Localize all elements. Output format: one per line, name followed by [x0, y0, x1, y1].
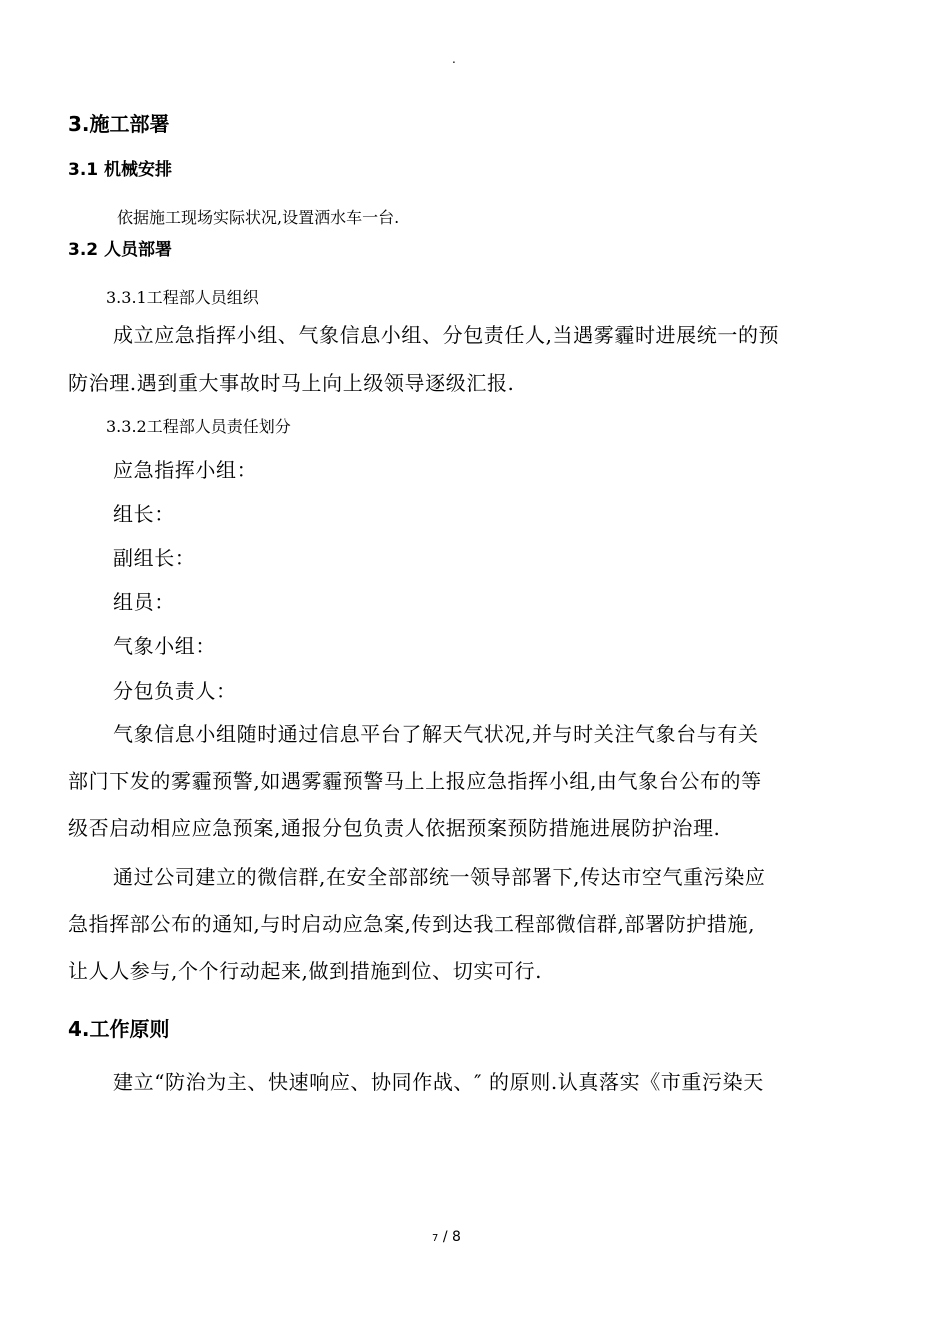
paragraph-1-line-1: 气象信息小组随时通过信息平台了解天气状况,并与时关注气象台与有关 [113, 722, 759, 746]
header-mark: . [452, 52, 456, 66]
paragraph-1-line-3: 级否启动相应应急预案,通报分包负责人依据预案预防措施进展防护治理. [68, 816, 721, 840]
role-deputy: 副组长： [113, 546, 196, 570]
section-3-2-heading: 3.2 人员部署 [68, 240, 173, 260]
role-leader: 组长： [113, 502, 175, 526]
paragraph-1-line-2: 部门下发的雾霾预警,如遇雾霾预警马上上报应急指挥小组,由气象台公布的等 [68, 769, 762, 793]
section-3-3-1-line-2: 防治理.遇到重大事故时马上向上级领导逐级汇报. [68, 371, 515, 395]
page-separator: / [438, 1229, 452, 1245]
page-footer [432, 1229, 461, 1245]
section-3-3-1-heading: 3.3.1工程部人员组织 [106, 288, 259, 307]
section-3-heading: 3.施工部署 [68, 112, 170, 136]
role-weather-group: 气象小组： [113, 634, 216, 658]
page-number: 7 [432, 1233, 439, 1244]
section-3-3-1-line-1: 成立应急指挥小组、气象信息小组、分包责任人,当遇雾霾时进展统一的预 [113, 323, 780, 347]
page-total: 8 [452, 1229, 461, 1245]
role-sub-lead: 分包负责人： [113, 679, 237, 703]
role-emergency-group: 应急指挥小组： [113, 458, 258, 482]
section-3-1-heading: 3.1 机械安排 [68, 160, 173, 180]
paragraph-2-line-2: 急指挥部公布的通知,与时启动应急案,传到达我工程部微信群,部署防护措施, [68, 912, 756, 936]
paragraph-2-line-1: 通过公司建立的微信群,在安全部部统一领导部署下,传达市空气重污染应 [113, 865, 766, 889]
section-3-3-2-heading: 3.3.2工程部人员责任划分 [106, 417, 291, 436]
section-3-1-text: 依据施工现场实际状况,设置洒水车一台. [117, 208, 400, 227]
section-4-line-1: 建立“防治为主、快速响应、协同作战、″ 的原则.认真落实《市重污染天 [113, 1070, 764, 1094]
role-members: 组员： [113, 590, 175, 614]
section-4-heading: 4.工作原则 [68, 1017, 170, 1041]
paragraph-2-line-3: 让人人参与,个个行动起来,做到措施到位、切实可行. [68, 959, 543, 983]
